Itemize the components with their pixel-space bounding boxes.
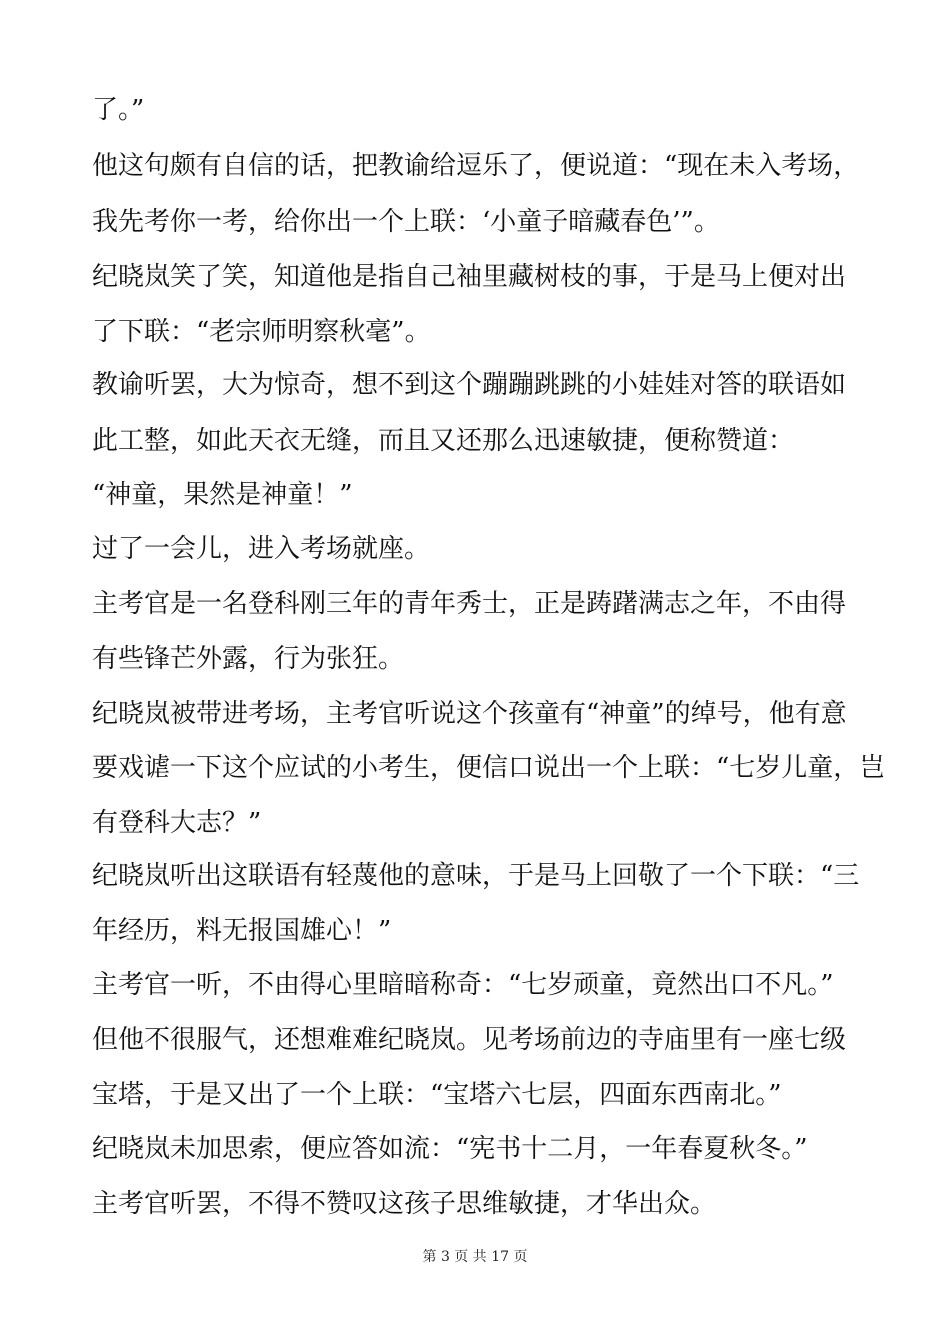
text-line: 纪晓岚未加思索，便应答如流：“宪书十二月，一年春夏秋冬。” [92,1134,808,1164]
text-line: 过了一会儿，进入考场就座。 [92,534,431,564]
text-line: 但他不很服气，还想难难纪晓岚。见考场前边的寺庙里有一座七级 [92,1025,847,1055]
text-line: 纪晓岚听出这联语有轻蔑他的意味，于是马上回敬了一个下联：“三 [92,861,860,891]
text-line: 主考官是一名登科刚三年的青年秀士，正是踌躇满志之年，不由得 [92,589,847,619]
text-line: 主考官一听，不由得心里暗暗称奇：“七岁顽童，竟然出口不凡。” [92,970,834,1000]
text-line: 此工整，如此天衣无缝，而且又还那么迅速敏捷，便称赞道： [92,426,795,456]
text-line: 了。” [92,95,145,125]
text-line: 宝塔，于是又出了一个上联：“宝塔六七层，四面东西南北。” [92,1080,782,1110]
text-line: 主考官听罢，不得不赞叹这孩子思维敏捷，才华出众。 [92,1189,717,1219]
text-line: 要戏谑一下这个应试的小考生，便信口说出一个上联：“七岁儿童，岂 [92,753,886,783]
text-line: 纪晓岚被带进考场，主考官听说这个孩童有“神童”的绰号，他有意 [92,699,847,729]
text-line: “神童，果然是神童！” [92,480,353,510]
text-line: 他这句颇有自信的话，把教谕给逗乐了，便说道：“现在未入考场， [92,151,860,181]
text-line: 教谕听罢，大为惊奇，想不到这个蹦蹦跳跳的小娃娃对答的联语如 [92,370,847,400]
text-line: 了下联：“老宗师明察秋毫”。 [92,317,431,347]
text-line: 我先考你一考，给你出一个上联：‘小童子暗藏春色’”。 [92,207,720,237]
text-line: 年经历，料无报国雄心！” [92,916,392,946]
page-number-footer: 第 3 页 共 17 页 [422,1249,528,1265]
text-line: 纪晓岚笑了笑，知道他是指自己袖里藏树枝的事，于是马上便对出 [92,262,847,292]
text-line: 有登科大志？” [92,808,262,838]
text-line: 有些锋芒外露，行为张狂。 [92,644,405,674]
